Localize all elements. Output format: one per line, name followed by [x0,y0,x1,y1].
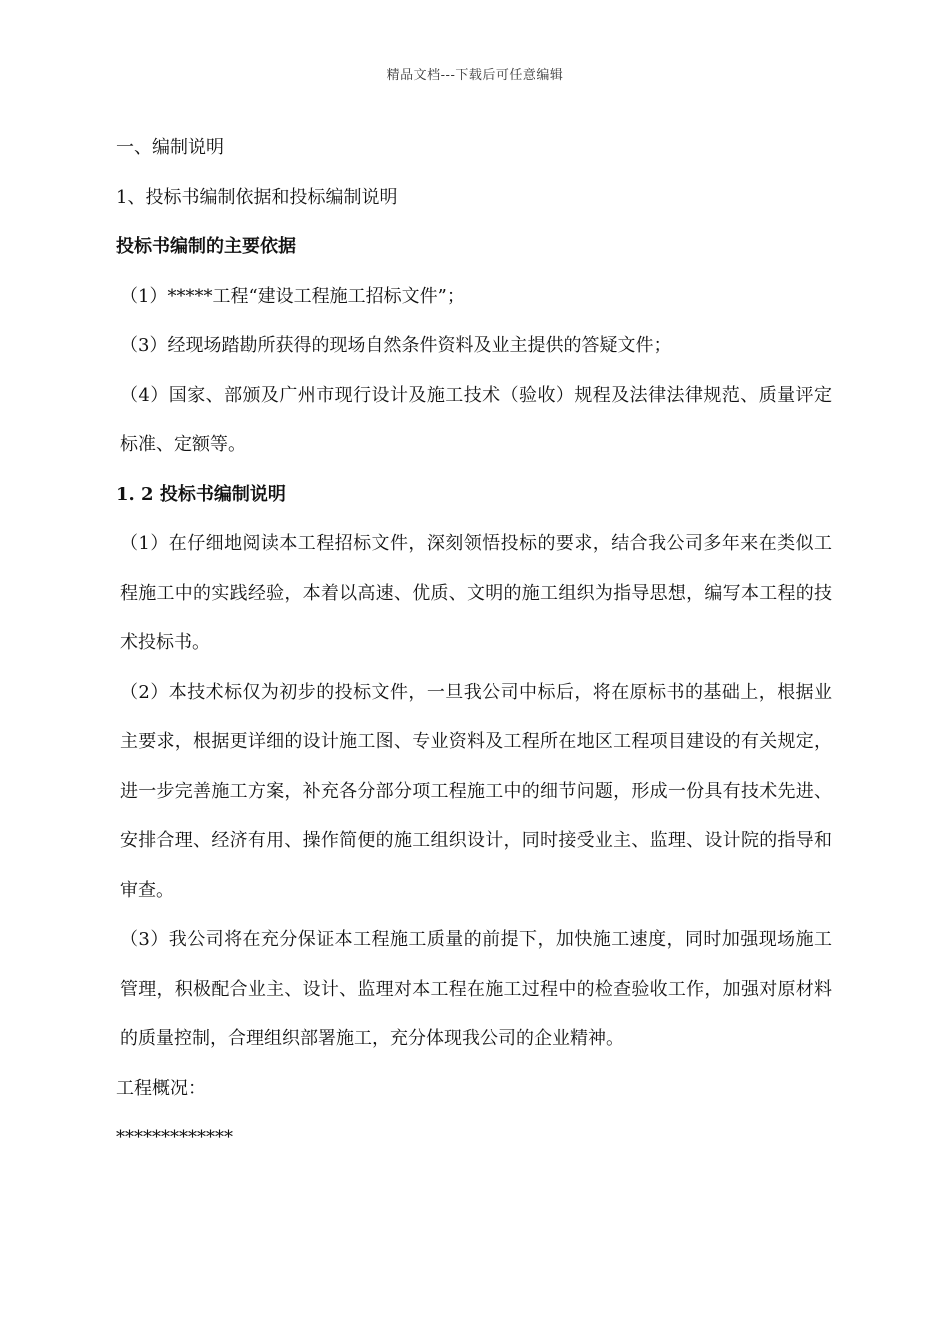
explanation-heading: 1. 2 投标书编制说明 [116,483,286,505]
basis-heading: 投标书编制的主要依据 [116,236,296,257]
page-header: 精品文档---下载后可任意编辑 [386,68,564,83]
subsection-title: 1、投标书编制依据和投标编制说明 [116,186,398,208]
document-body [116,123,832,1163]
overview-label: 工程概况： [116,1077,206,1099]
basis-item: （3）经现场踏勘所获得的现场自然条件资料及业主提供的答疑文件； [120,335,672,356]
explanation-paragraph: （2）本技术标仅为初步的投标文件，一旦我公司中标后，将在原标书的基础上，根据业主要求，根据更详细的设计施工图、专业资料及工程所在地区工程项目建设的有关规定，进一步完善施工方案，补充各分部分项工程施工中的细节问题，形成一份具有技术先进、安排合理、经济有用、操作简便的施工组织设计，同时接受业主、监理、设计院的指导和审查。 [120,681,832,901]
explanation-paragraph: （3）我公司将在充分保证本工程施工质量的前提下，加快施工速度，同时加强现场施工管理，积极配合业主、设计、监理对本工程在施工过程中的检查验收工作，加强对原材料的质量控制，合理组织部署施工，充分体现我公司的企业精神。 [120,929,832,1049]
basis-item: （4）国家、部颁及广州市现行设计及施工技术（验收）规程及法律法律规范、质量评定标准、定额等。 [120,384,832,455]
section-title: 一、编制说明 [116,137,224,158]
basis-item: （1）*****工程“建设工程施工招标文件”； [120,285,465,307]
explanation-paragraph: （1）在仔细地阅读本工程招标文件，深刻领悟投标的要求，结合我公司多年来在类似工程施工中的实践经验，本着以高速、优质、文明的施工组织为指导思想，编写本工程的技术投标书。 [120,533,832,653]
overview-value: ************* [116,1127,233,1148]
